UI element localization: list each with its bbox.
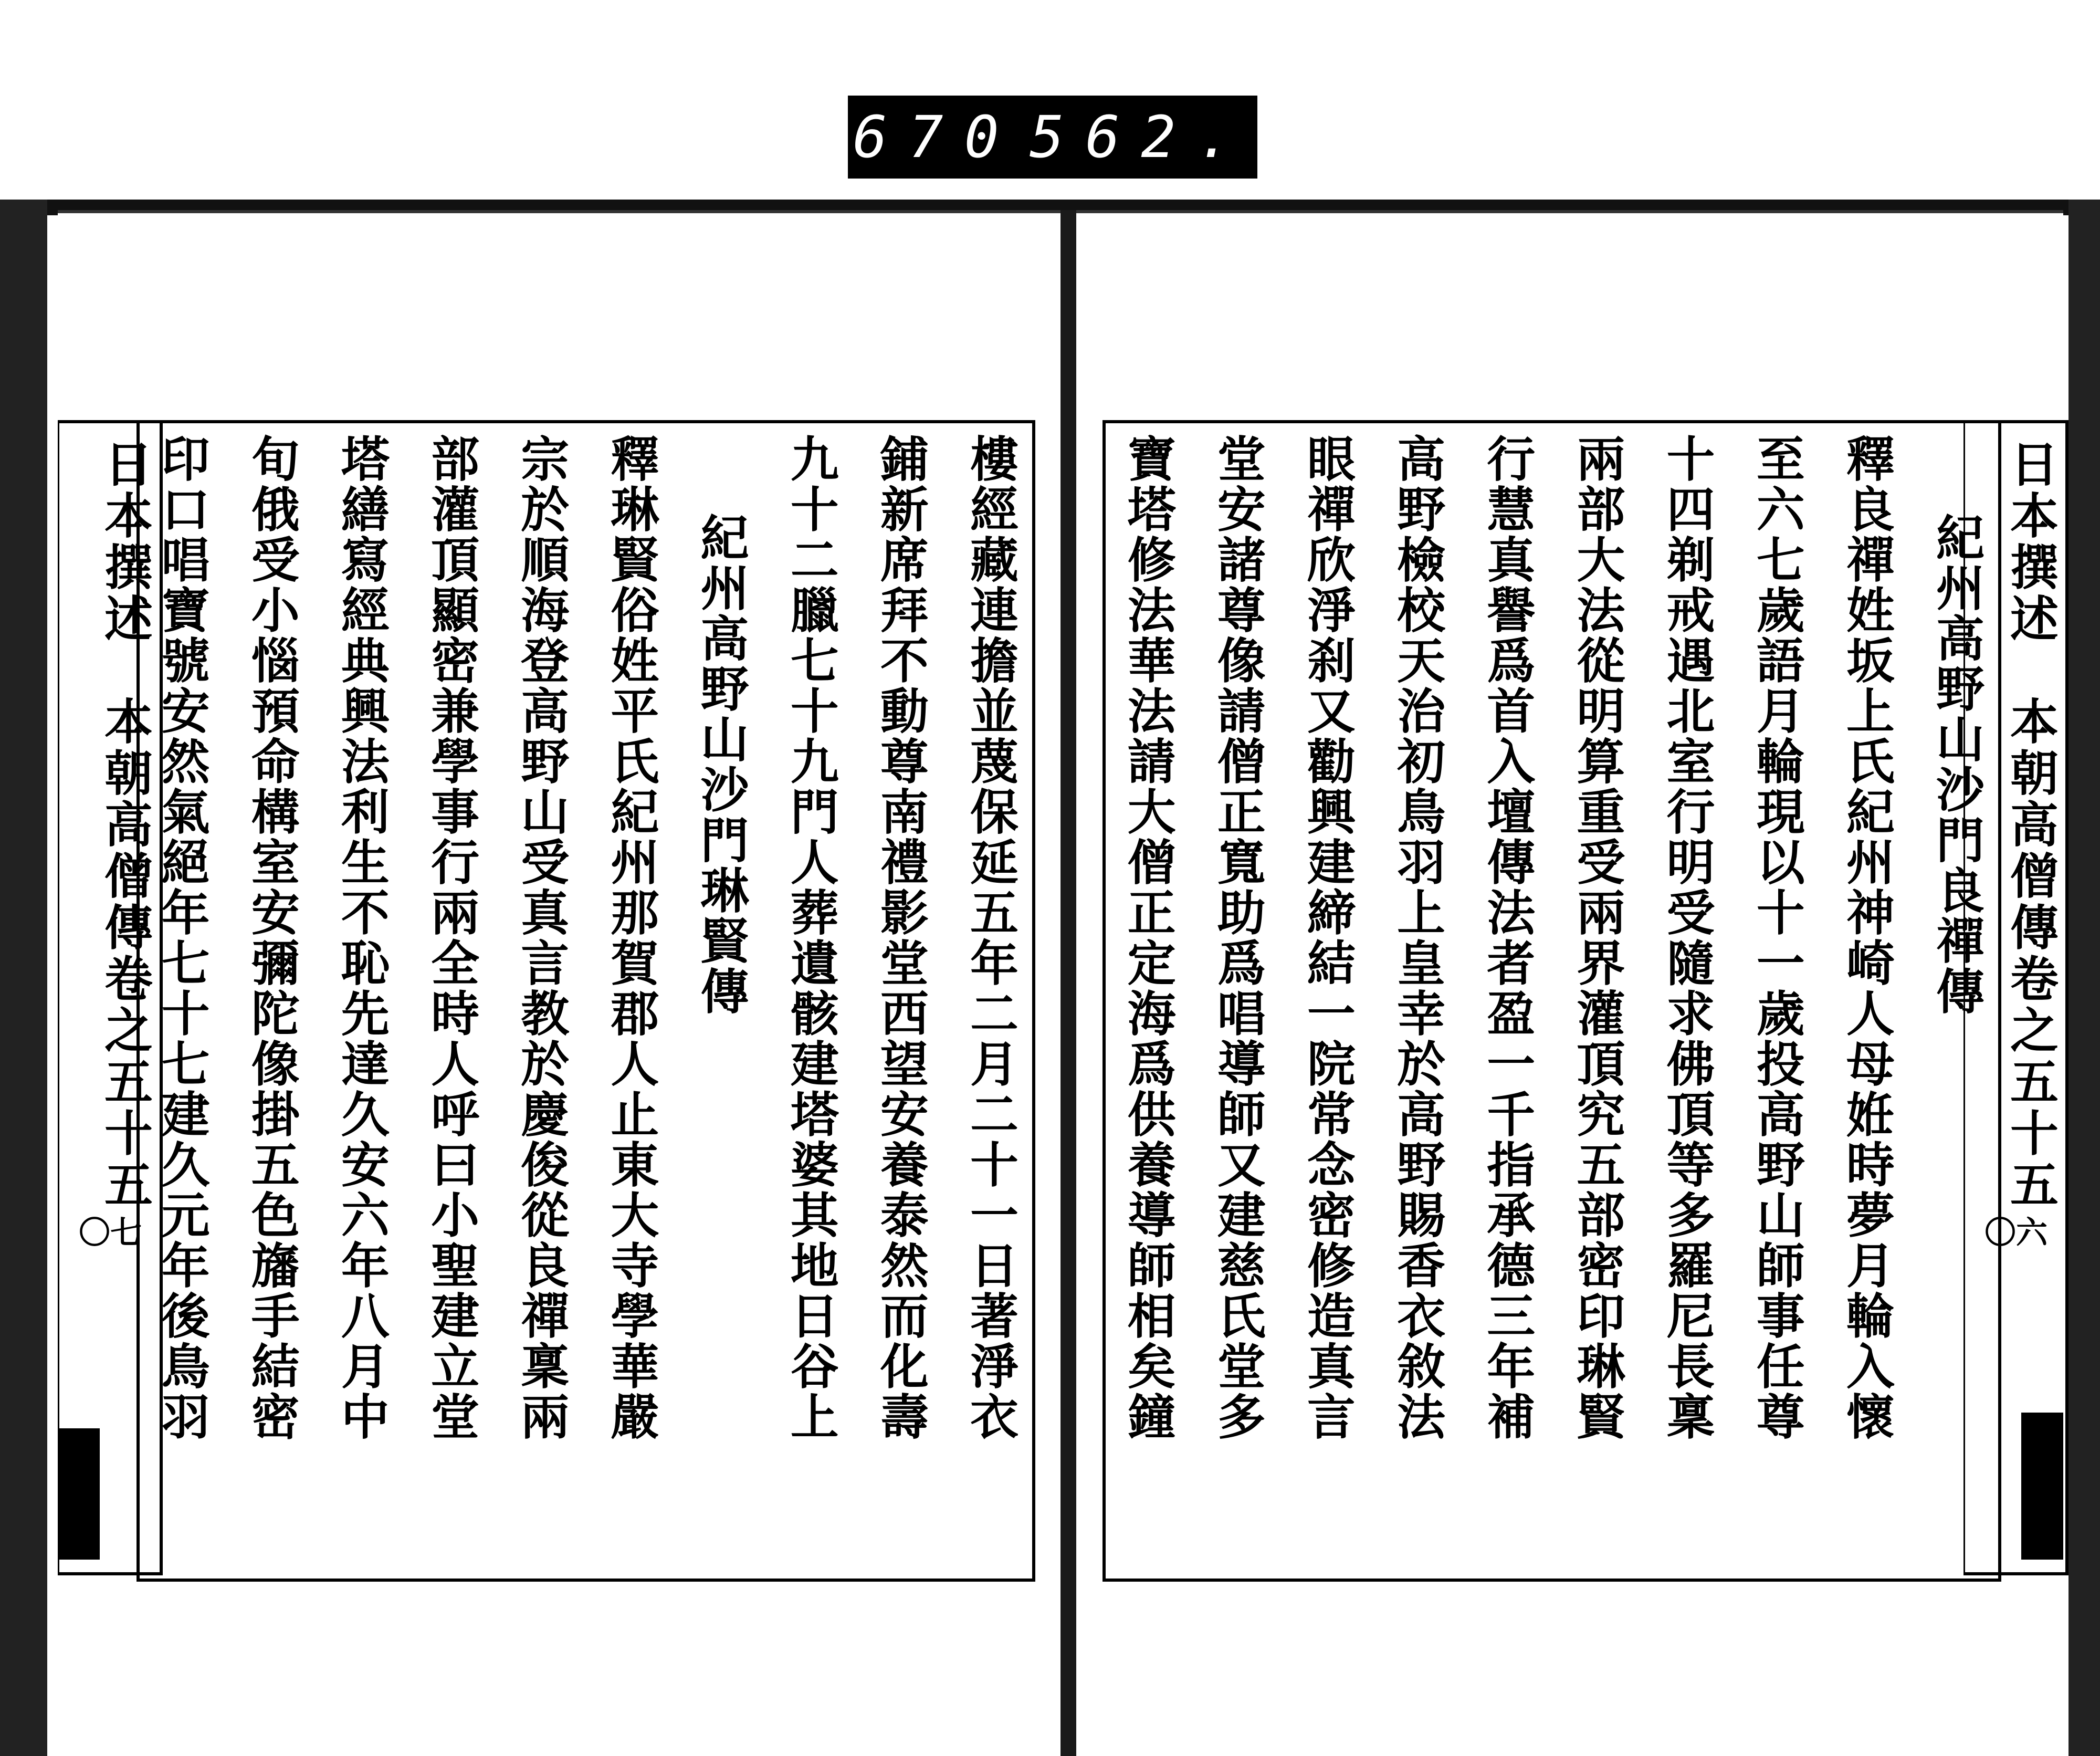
right-folio: 〇六	[1984, 1215, 2048, 1251]
text-column: 部灌頂顯密兼學事行兩全時人呼曰小聖建立堂	[423, 434, 480, 1442]
right-text-frame	[1102, 420, 2001, 1582]
text-column: 眼禪欣淨刹又勸興建締結一院常念密修造真言	[1299, 434, 1356, 1442]
text-column: 釋琳賢俗姓平氏紀州那賀郡人止東大寺學華嚴	[603, 434, 660, 1442]
left-margin-title: 日本撰述 本朝高僧傳卷之五十五	[58, 420, 163, 1575]
text-column: 寶塔修法華法請大僧正定海爲供養導師相矣鐘	[1119, 434, 1177, 1442]
book-gutter	[1060, 210, 1076, 1756]
scan-right-edge	[2068, 200, 2100, 1756]
right-columns	[1116, 434, 1988, 1568]
text-column: 十四剃戒遇北室行明受隨求佛頂等多羅尼長稟	[1658, 434, 1716, 1442]
left-tab-block	[58, 1428, 100, 1560]
scan-left-edge	[0, 200, 47, 1756]
left-folio: 〇七	[79, 1215, 142, 1251]
biography-heading: 紀州高野山沙門良禪傳	[1928, 513, 1985, 1017]
left-page-number: 670	[853, 103, 1020, 171]
text-column: 鋪新席拜不動尊南禮影堂西望安養泰然而化壽	[872, 434, 929, 1442]
text-column: 行慧真譽爲首入壇傳法者盈一千指承德三年補	[1479, 434, 1536, 1442]
text-column: 塔繕寫經典興法利生不恥先達久安六年八月中	[333, 434, 390, 1442]
text-column: 兩部大法從明算重受兩界灌頂究五部密印琳賢	[1569, 434, 1626, 1442]
text-column: 樓經藏連擔並蔑保延五年二月二十一日著淨衣	[962, 434, 1019, 1442]
text-column: 旬俄受小惱預命構室安彌陀像掛五色旛手結密	[243, 434, 300, 1442]
right-tab-block	[2021, 1413, 2063, 1560]
left-text-frame	[136, 420, 1035, 1582]
text-column: 宗於順海登高野山受真言教於慶俊從良禪稟兩	[513, 434, 570, 1442]
left-columns	[150, 434, 1022, 1568]
text-column: 堂安諸尊像請僧正寬助爲唱導師又建慈氏堂多	[1209, 434, 1266, 1442]
text-column: 高野檢校天治初鳥羽上皇幸於高野賜香衣敘法	[1389, 434, 1446, 1442]
right-page-number: 562.	[1029, 103, 1253, 171]
text-column: 釋良禪姓坂上氏紀州神崎人母姙時夢月輪入懷	[1838, 434, 1895, 1442]
text-column: 至六七歲語月輪現以十一歲投高野山師事任尊	[1748, 434, 1805, 1442]
text-column: 九十二臘七十九門人葬遺骸建塔婆其地日谷上	[782, 434, 839, 1442]
text-column: 印口唱寶號安然氣絕年七十七建久元年後鳥羽	[153, 434, 211, 1442]
page-number-strip	[848, 96, 1257, 179]
biography-heading: 紀州高野山沙門琳賢傳	[692, 513, 750, 1017]
right-margin-title: 日本撰述 本朝高僧傳卷之五十五	[1964, 420, 2068, 1575]
